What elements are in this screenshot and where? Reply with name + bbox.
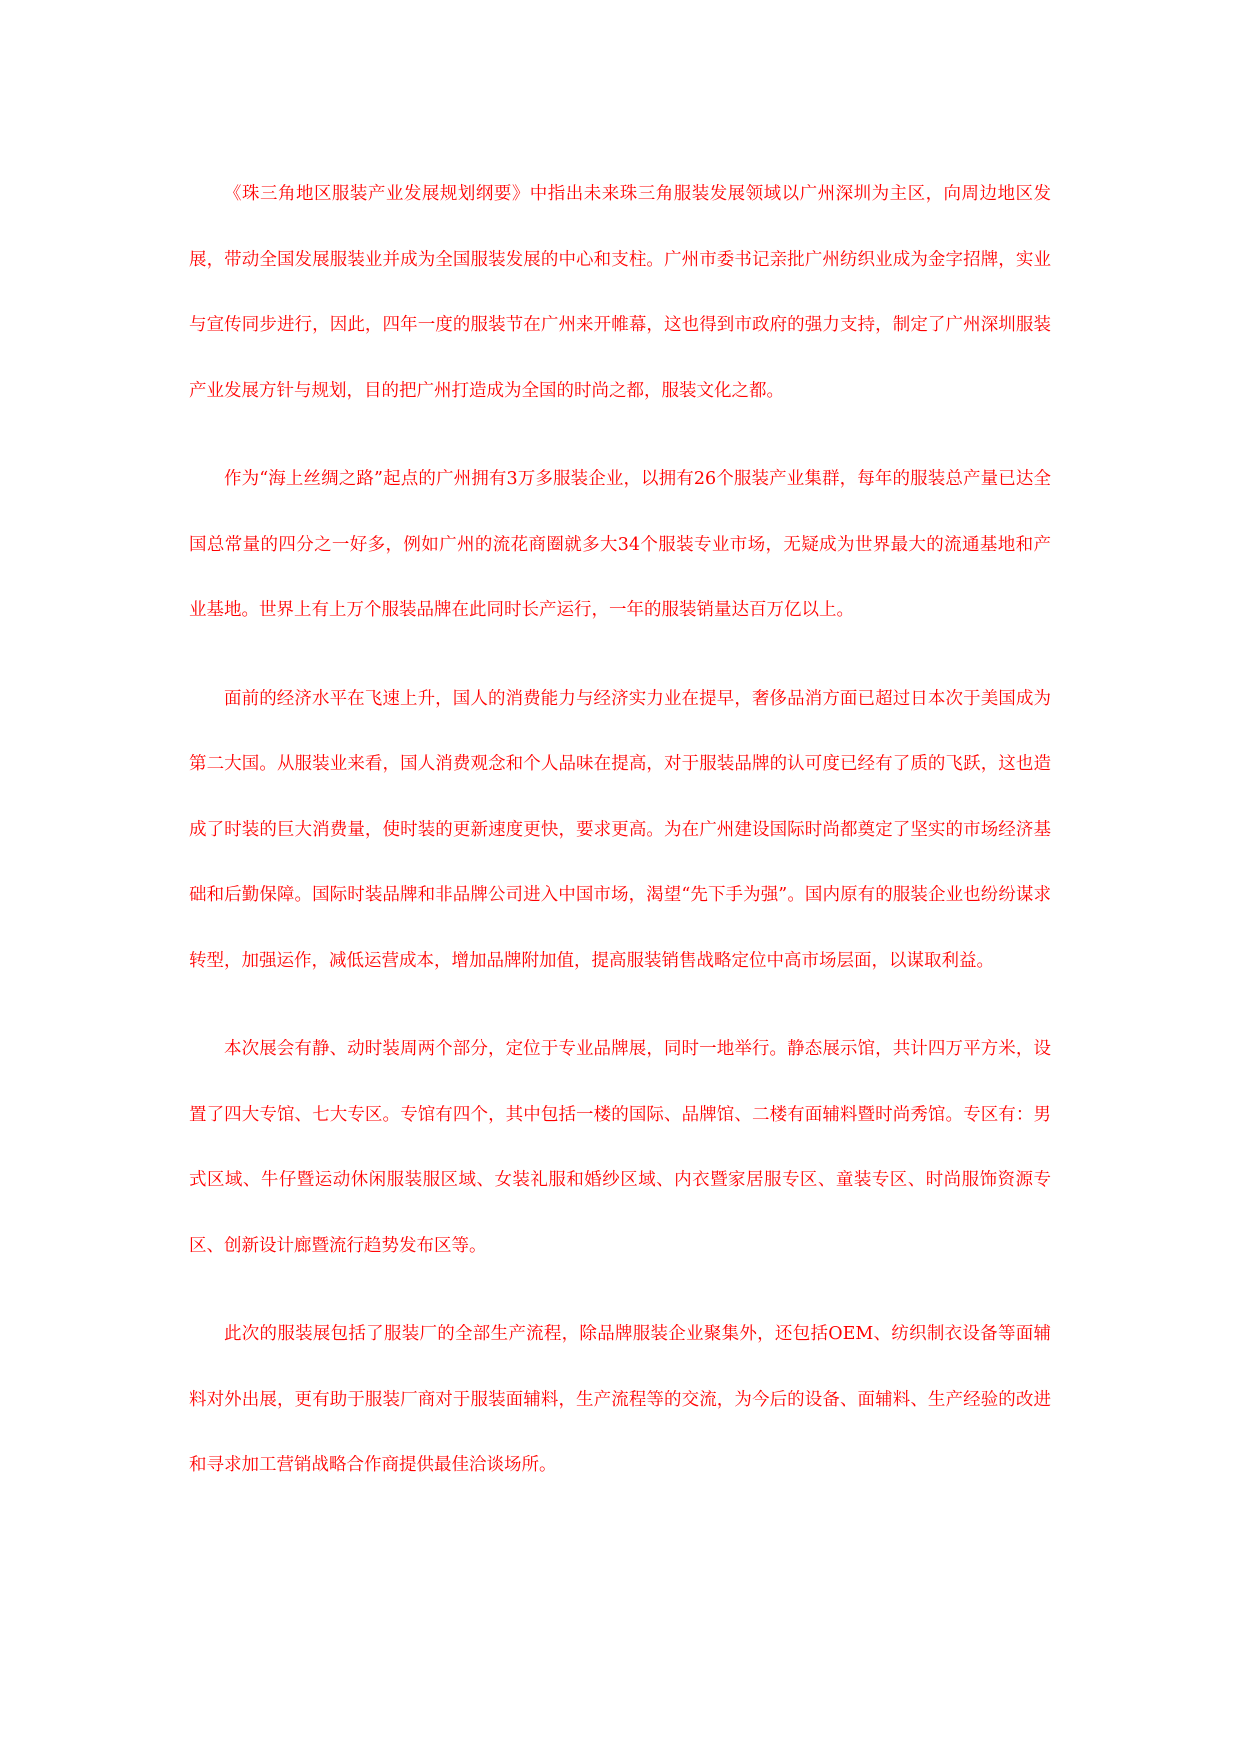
paragraph-economic-trend: 面前的经济水平在飞速上升，国人的消费能力与经济实力业在提早，奢侈品消方面已超过日本次于美国成为第二大国。从服装业来看，国人消费观念和个人品味在提高，对于服装品牌的认可度已经有了质的飞跃，这也造成了时装的巨大消费量，使时装的更新速度更快，要求更高。为在广州建设国际时尚都奠定了坚实的市场经济基础和后勤保障。国际时装品牌和非品牌公司进入中国市场，渴望“先下手为强”。国内原有的服装企业也纷纷谋求转型，加强运作，减低运营成本，增加品牌附加值，提高服装销售战略定位中高市场层面，以谋取利益。 (189, 688, 1051, 971)
paragraph-production-process: 此次的服装展包括了服装厂的全部生产流程，除品牌服装企业聚集外，还包括OEM、纺织制衣设备等面辅料对外出展，更有助于服装厂商对于服装面辅料，生产流程等的交流，为今后的设备、面辅料、生产经验的改进和寻求加工营销战略合作商提供最佳洽谈场所。 (189, 1324, 1051, 1475)
paragraph-guangzhou-industry: 作为“海上丝绸之路”起点的广州拥有3万多服装企业，以拥有26个服装产业集群，每年的服装总产量已达全国总常量的四分之一好多，例如广州的流花商圈就多大34个服装专业市场，无疑成为世界最大的流通基地和产业基地。世界上有上万个服装品牌在此同时长产运行，一年的服装销量达百万亿以上。 (189, 469, 1051, 620)
paragraph-exhibition-layout: 本次展会有静、动时装周两个部分，定位于专业品牌展，同时一地举行。静态展示馆，共计四万平方米，设置了四大专馆、七大专区。专馆有四个，其中包括一楼的国际、品牌馆、二楼有面辅料暨时尚秀馆。专区有：男式区域、牛仔暨运动休闲服装服区域、女装礼服和婚纱区域、内衣暨家居服专区、童装专区、时尚服饰资源专区、创新设计廊暨流行趋势发布区等。 (189, 1039, 1051, 1256)
paragraph-planning-outline: 《珠三角地区服装产业发展规划纲要》中指出未来珠三角服装发展领域以广州深圳为主区，向周边地区发展，带动全国发展服装业并成为全国服装发展的中心和支柱。广州市委书记亲批广州纺织业成为金字招牌，实业与宣传同步进行，因此，四年一度的服装节在广州来开帷幕，这也得到市政府的强力支持，制定了广州深圳服装产业发展方针与规划，目的把广州打造成为全国的时尚之都，服装文化之都。 (189, 184, 1051, 401)
document-body (189, 162, 1051, 1499)
